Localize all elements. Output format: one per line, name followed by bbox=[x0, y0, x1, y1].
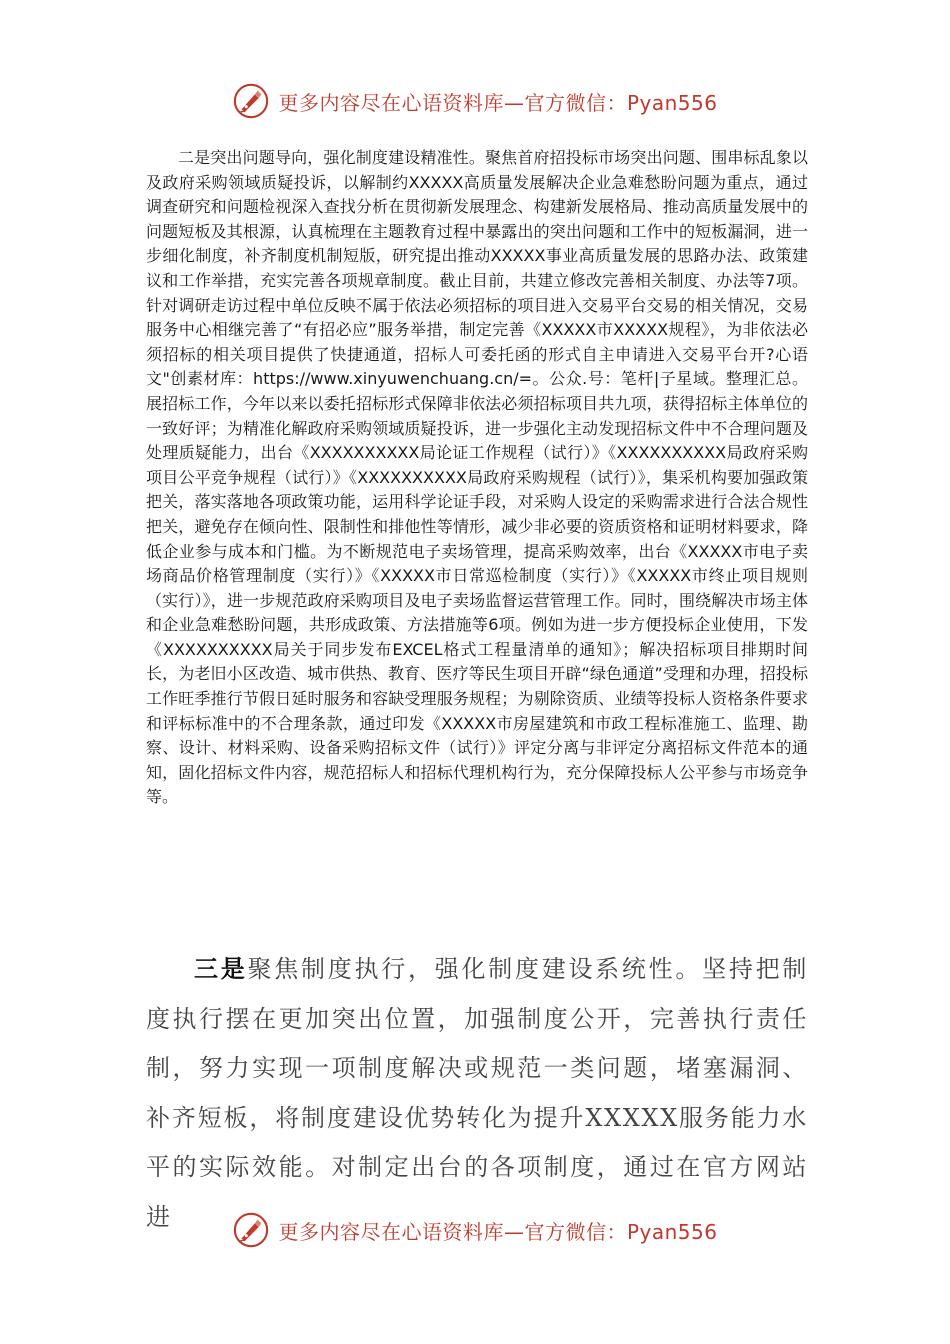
pen-nib-icon bbox=[232, 82, 270, 120]
body-paragraph-2 bbox=[146, 944, 808, 1242]
paragraph-2-lead: 三是 bbox=[194, 954, 248, 983]
header-banner-text: 更多内容尽在心语资料库—官方微信：Pyan556 bbox=[278, 90, 718, 115]
footer-banner-text: 更多内容尽在心语资料库—官方微信：Pyan556 bbox=[278, 1219, 718, 1244]
pen-nib-icon bbox=[232, 1211, 270, 1249]
header-banner bbox=[0, 82, 950, 120]
footer-banner bbox=[0, 1211, 950, 1249]
paragraph-2-text: 聚焦制度执行，强化制度建设系统性。坚持把制度执行摆在更加突出位置，加强制度公开，完善执行责任制，努力实现一项制度解决或规范一类问题，堵塞漏洞、补齐短板，将制度建设优势转化为提升XXXXX服务能力水平的实际效能。对制定出台的各项制度，通过在官方网站进 bbox=[146, 955, 808, 1231]
body-paragraph-1: 二是突出问题导向，强化制度建设精准性。聚焦首府招投标市场突出问题、围串标乱象以及政府采购领域质疑投诉，以解制约XXXXX高质量发展解决企业急难愁盼问题为重点，通过调查研究和问题检视深入查找分析在贯彻新发展理念、构建新发展格局、推动高质量发展中的问题短板及其根源，认真梳理在主题教育过程中暴露出的突出问题和工作中的短板漏洞，进一步细化制度，补齐制度机制短版，研究提出推动XXXXX事业高质量发展的思路办法、政策建议和工作举措，充实完善各项规章制度。截止目前，共建立修改完善相关制度、办法等7项。针对调研走访过程中单位反映不属于依法必须招标的项目进入交易平台交易的相关情况，交易服务中心相继完善了“有招必应”服务举措，制定完善《XXXXX市XXXXX规程》，为非依法必须招标的相关项目提供了快捷通道，招标人可委托函的形式自主申请进入交易平台开?心语文"创素材库：https://www.xinyuwenchuang.cn/=。公众.号：笔杆|子星域。整理汇总。展招标工作，今年以来以委托招标形式保障非依法必须招标项目共九项，获得招标主体单位的一致好评；为精准化解政府采购领域质疑投诉，进一步强化主动发现招标文件中不合理问题及处理质疑能力，出台《XXXXXXXXXX局论证工作规程（试行）》《XXXXXXXXXX局政府采购项目公平竞争规程（试行）》《XXXXXXXXXX局政府采购规程（试行）》，集采机构要加强政策把关，落实落地各项政策功能，运用科学论证手段，对采购人设定的采购需求进行合法合规性把关，避免存在倾向性、限制性和排他性等情形，减少非必要的资质资格和证明材料要求，降低企业参与成本和门槛。为不断规范电子卖场管理，提高采购效率，出台《XXXXX市电子卖场商品价格管理制度（实行）》《XXXXX市日常巡检制度（实行）》《XXXXX市终止项目规则（实行）》，进一步规范政府采购项目及电子卖场监督运营管理工作。同时，围绕解决市场主体和企业急难愁盼问题，共形成政策、方法措施等6项。例如为进一步方便投标企业使用，下发《XXXXXXXXXX局关于同步发布EXCEL格式工程量清单的通知》；解决招标项目排期时间长，为老旧小区改造、城市供热、教育、医疗等民生项目开辟“绿色通道”受理和办理，招投标工作旺季推行节假日延时服务和容缺受理服务规程；为剔除资质、业绩等投标人资格条件要求和评标标准中的不合理条款，通过印发《XXXXX市房屋建筑和市政工程标准施工、监理、勘察、设计、材料采购、设备采购招标文件（试行）》评定分离与非评定分离招标文件范本的通知，固化招标文件内容，规范招标人和招标代理机构行为，充分保障投标人公平参与市场竞争等。 bbox=[146, 148, 808, 807]
